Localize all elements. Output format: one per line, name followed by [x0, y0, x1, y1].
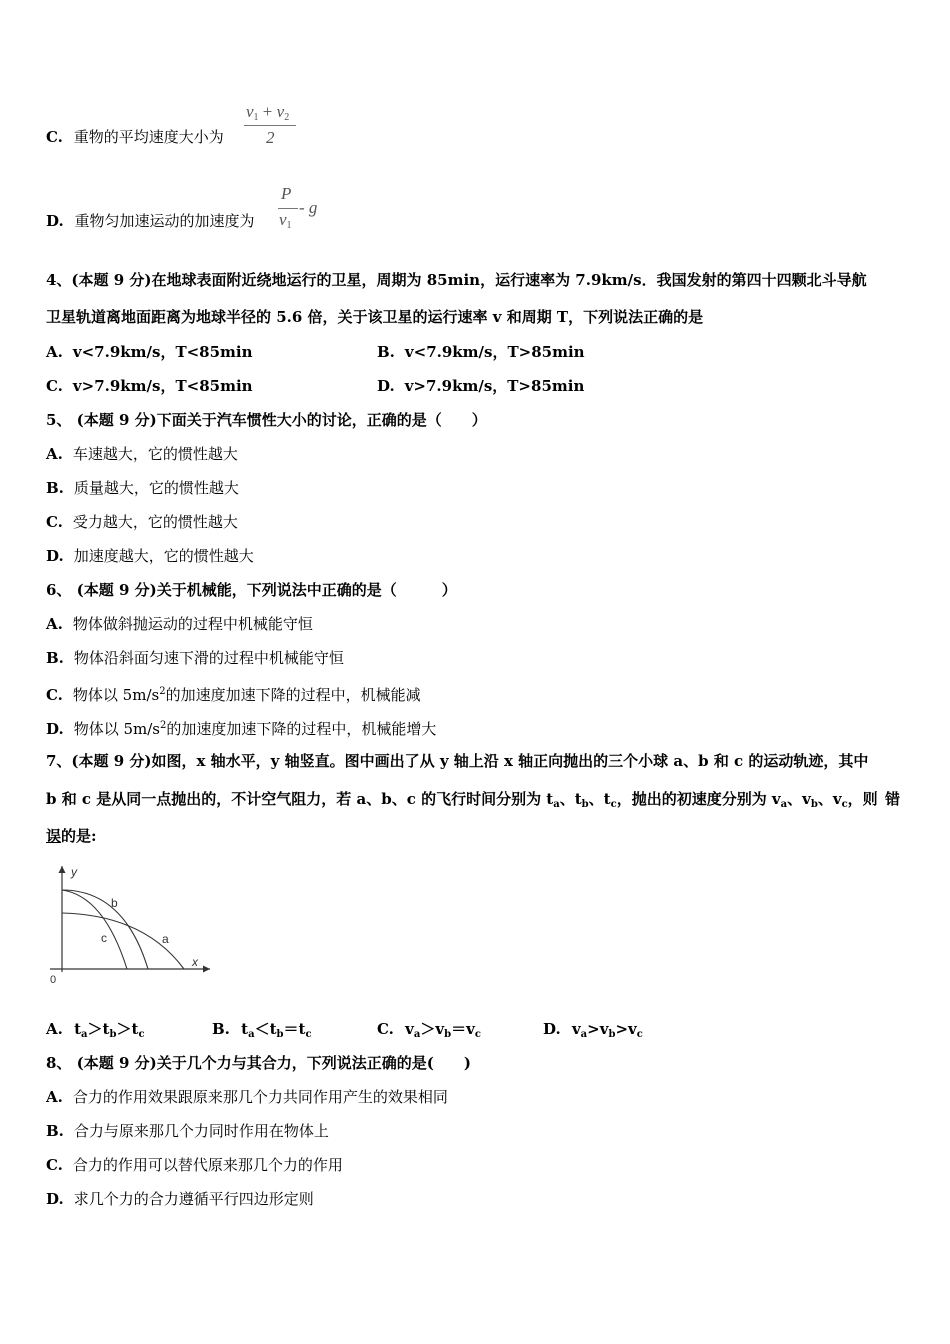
x-axis-label: x	[192, 955, 198, 969]
q7-option-a: A. $t_a>t_b>t_c$	[46, 1020, 145, 1040]
acceleration-fraction: P $v_1$ - g	[279, 184, 318, 231]
origin-label: 0	[50, 974, 57, 986]
power-symbol: P	[281, 184, 292, 203]
fraction-bar	[244, 125, 296, 126]
q5-option-b: B. 质量越大，它的惯性越大	[46, 479, 239, 497]
q8-option-a: A. 合力的作用效果跟原来那几个力共同作用产生的效果相同	[46, 1088, 448, 1106]
average-velocity-fraction: $v_1 + v_2$ 2	[244, 104, 300, 148]
q7-option-b: B. $t_a<t_b=t_c$	[212, 1020, 312, 1040]
q8-option-b: B. 合力与原来那几个力同时作用在物体上	[46, 1122, 329, 1140]
v2-symbol: v	[276, 102, 285, 121]
q6-option-d: D. 物体以 $5m/s^2$的加速度加速下降的过程中，机械能增大	[46, 720, 437, 738]
q4-option-b: B. v<7.9km/s，T>85min	[377, 343, 585, 361]
minus-g: - g	[299, 198, 318, 217]
q5-option-c: C. 受力越大，它的惯性越大	[46, 513, 238, 531]
q7-option-c: C. $v_a>v_b=v_c$	[377, 1020, 481, 1040]
option-letter: C.	[46, 128, 63, 146]
q4-option-c: C. v>7.9km/s，T<85min	[46, 377, 253, 395]
q7-word-cuo: 错	[885, 790, 901, 808]
q5-stem: 5、 (本题 9 分)下面关于汽车惯性大小的讨论，正确的是（ ）	[46, 411, 487, 429]
q4-stem-line1: 4、(本题 9 分)在地球表面附近绕地运行的卫星，周期为 85min，运行速率为 7.9km/s．我国发射的第四十四颗北斗导航	[46, 271, 867, 289]
v1-symbol: v	[246, 102, 254, 121]
q8-option-d: D. 求几个力的合力遵循平行四边形定则	[46, 1190, 314, 1208]
fraction-bar	[278, 208, 298, 209]
q6-option-a: A. 物体做斜抛运动的过程中机械能守恒	[46, 615, 313, 633]
v1-symbol: v	[279, 210, 287, 229]
q7-stem-line1: 7、(本题 9 分)如图，x 轴水平，y 轴竖直。图中画出了从 y 轴上沿 x 轴正向抛出的三个小球 a、b 和 c 的运动轨迹，其中	[46, 752, 869, 770]
label-b: b	[111, 896, 118, 910]
y-axis-label: y	[71, 865, 77, 879]
label-c: c	[101, 931, 107, 945]
option-text: 重物匀加速运动的加速度为	[74, 212, 255, 230]
option-text: 重物的平均速度大小为	[73, 128, 224, 146]
q7-stem-line2: b 和 c 是从同一点抛出的，不计空气阻力，若 a、b、c 的飞行时间分别为 $t_a$、$t_b$、$t_c$，抛出的初速度分别为 $v_a$、$v_b$、$v_c$，则	[46, 790, 878, 810]
q3-option-c	[46, 127, 224, 147]
q4-option-a: A. v<7.9km/s，T<85min	[46, 343, 253, 361]
q5-option-a: A. 车速越大，它的惯性越大	[46, 445, 238, 463]
label-a: a	[162, 932, 169, 946]
q6-option-b: B. 物体沿斜面匀速下滑的过程中机械能守恒	[46, 649, 344, 667]
q6-option-c: C. 物体以 $5m/s^2$的加速度加速下降的过程中，机械能减	[46, 686, 421, 704]
q3-option-d	[46, 211, 255, 231]
q8-option-c: C. 合力的作用可以替代原来那几个力的作用	[46, 1156, 343, 1174]
q5-option-d: D. 加速度越大，它的惯性越大	[46, 547, 254, 565]
q7-option-d: D. $v_a>v_b>v_c$	[543, 1020, 643, 1040]
plus-sign: +	[262, 102, 273, 121]
curve-b	[62, 890, 148, 969]
q6-stem: 6、 (本题 9 分)关于机械能，下列说法中正确的是（ ）	[46, 581, 457, 599]
option-letter: D.	[46, 212, 64, 230]
trajectory-diagram	[44, 860, 214, 988]
q4-option-d: D. v>7.9km/s，T>85min	[377, 377, 585, 395]
q8-stem: 8、 (本题 9 分)关于几个力与其合力，下列说法正确的是( )	[46, 1054, 471, 1072]
q4-stem-line2: 卫星轨道离地面距离为地球半径的 5.6 倍，关于该卫星的运行速率 v 和周期 T，下列说法正确的是	[46, 308, 704, 326]
q7-stem-line3: 误的是:	[46, 827, 97, 845]
denominator: 2	[266, 128, 275, 147]
